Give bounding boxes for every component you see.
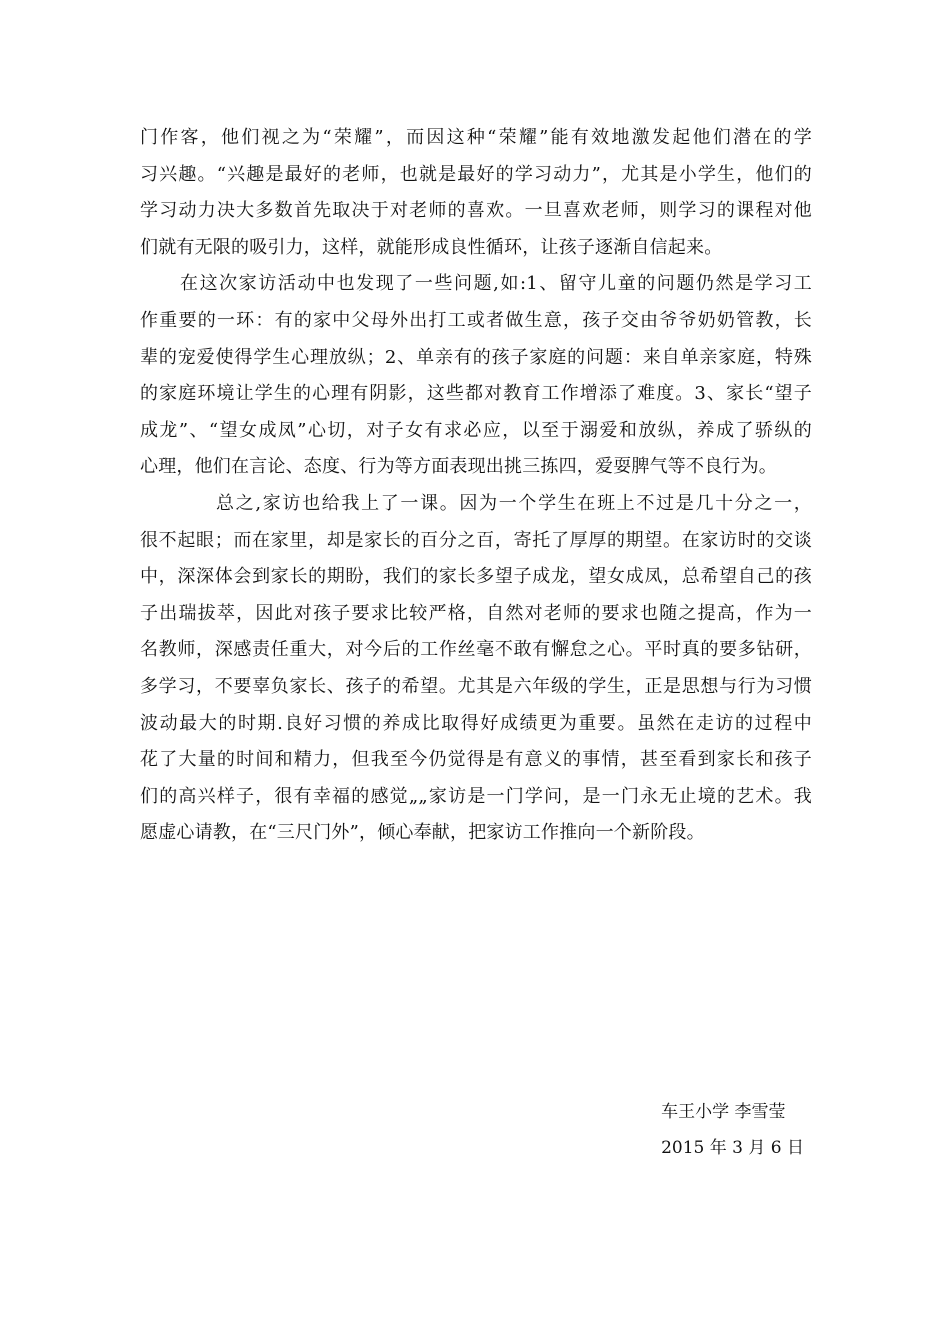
text-line: 很不起眼；而在家里，却是家长的百分之百，寄托了厚厚的期望。在家访时的交谈 xyxy=(140,529,812,551)
signature-block xyxy=(661,1094,804,1166)
text-line: 学习动力决大多数首先取决于对老师的喜欢。一旦喜欢老师，则学习的课程对他 xyxy=(140,200,812,222)
document-body xyxy=(140,120,812,852)
text-line: 在这次家访活动中也发现了一些问题,如:1、留守儿童的问题仍然是学习工 xyxy=(180,273,812,295)
text-line: 花了大量的时间和精力，但我至今仍觉得是有意义的事情，甚至看到家长和孩子 xyxy=(140,749,812,771)
signature-author: 车王小学 李雪莹 xyxy=(661,1102,786,1122)
text-line: 波动最大的时期.良好习惯的养成比取得好成绩更为重要。虽然在走访的过程中 xyxy=(140,712,812,734)
text-line: 们就有无限的吸引力，这样，就能形成良性循环，让孩子逐渐自信起来。 xyxy=(140,236,723,258)
text-line: 成龙”、“望女成凤”心切，对子女有求必应，以至于溺爱和放纵，养成了骄纵的 xyxy=(140,419,812,441)
text-line: 作重要的一环：有的家中父母外出打工或者做生意，孩子交由爷爷奶奶管教，长 xyxy=(140,309,812,331)
text-line: 辈的宠爱使得学生心理放纵；2、单亲有的孩子家庭的问题：来自单亲家庭，特殊 xyxy=(140,346,812,368)
text-line: 名教师，深感责任重大，对今后的工作丝毫不敢有懈怠之心。平时真的要多钻研， xyxy=(140,639,812,661)
text-line: 的家庭环境让学生的心理有阴影，这些都对教育工作增添了难度。3、家长“望子 xyxy=(140,383,812,405)
text-line: 多学习，不要辜负家长、孩子的希望。尤其是六年级的学生，正是思想与行为习惯 xyxy=(140,675,812,697)
text-line: 们的高兴样子，很有幸福的感觉„„家访是一门学问，是一门永无止境的艺术。我 xyxy=(140,785,812,807)
text-line: 心理，他们在言论、态度、行为等方面表现出挑三拣四，爱耍脾气等不良行为。 xyxy=(140,456,777,478)
text-line: 总之,家访也给我上了一课。因为一个学生在班上不过是几十分之一， xyxy=(216,492,812,514)
text-line: 中，深深体会到家长的期盼，我们的家长多望子成龙，望女成凤，总希望自己的孩 xyxy=(140,566,812,588)
text-line: 子出瑞拔萃，因此对孩子要求比较严格，自然对老师的要求也随之提高，作为一 xyxy=(140,602,812,624)
signature-date: 2015 年 3 月 6 日 xyxy=(661,1138,804,1158)
text-line: 习兴趣。“兴趣是最好的老师，也就是最好的学习动力”，尤其是小学生，他们的 xyxy=(140,163,812,185)
text-line: 门作客，他们视之为“荣耀”，而因这种“荣耀”能有效地激发起他们潜在的学 xyxy=(140,127,812,148)
text-line: 愿虚心请教，在“三尺门外”，倾心奉献，把家访工作推向一个新阶段。 xyxy=(140,822,705,844)
